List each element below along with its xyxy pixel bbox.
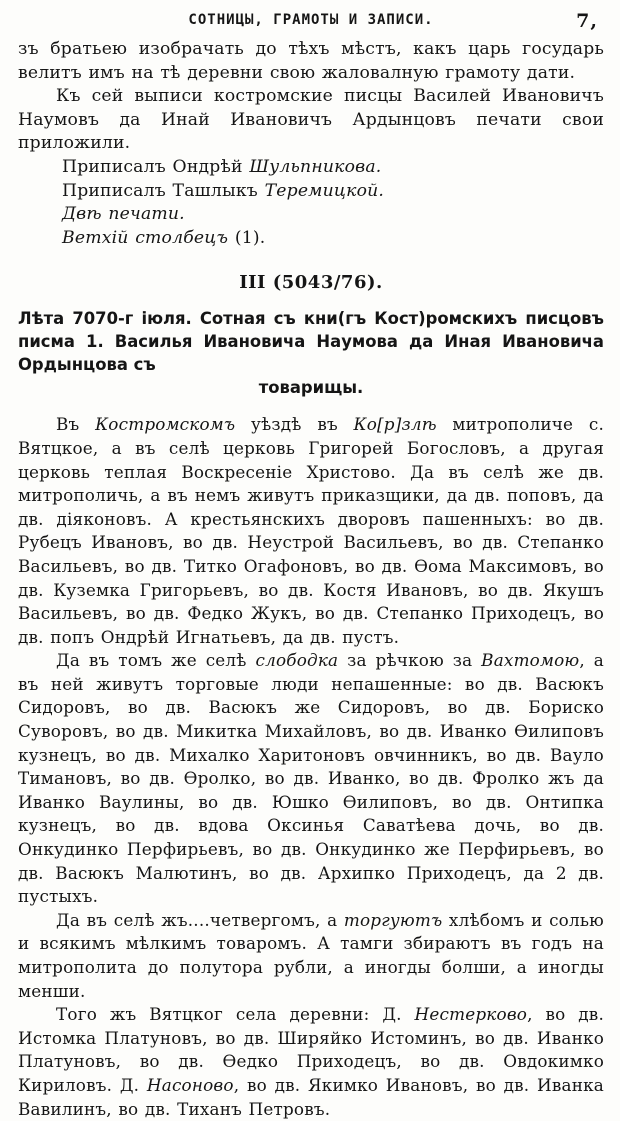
signature-name: Шульпникова. xyxy=(249,156,382,177)
place-name: Нестерково xyxy=(414,1004,528,1025)
running-title: СОТНИЦЫ, ГРАМОТЫ И ЗАПИСИ. xyxy=(188,12,434,28)
paragraph-continuation: зъ братьею изобрачать до тѣхъ мѣстъ, какъ царь государь велитъ имъ на тѣ деревни свою жаловалную грамоту дати. xyxy=(18,39,604,83)
body-text-block xyxy=(18,413,604,1121)
paragraph-village xyxy=(18,413,604,649)
text-run: Въ xyxy=(56,414,96,435)
text-run: за рѣчкою за xyxy=(338,650,482,671)
section-heading xyxy=(18,307,604,399)
running-header xyxy=(18,12,604,38)
text-run: , во дв. Якимко Ивановъ, во дв. Иванка Вавилинъ, во дв. Тиханъ Петровъ. xyxy=(18,1074,604,1119)
place-name: слободка xyxy=(255,650,339,671)
section-heading-main: Лѣта 7070-г іюля. Сотная съ кни(гъ Кост)ромскихъ писцовъ писма 1. Василья Ивановича Наумова да Иная Ивановича Ордынцова съ xyxy=(18,309,604,375)
signature-line-2 xyxy=(18,180,604,204)
section-heading-end: товарищы. xyxy=(258,378,364,398)
note-scroll xyxy=(18,227,604,251)
place-name: Насоново xyxy=(146,1074,234,1095)
footnote-ref: (1). xyxy=(234,227,266,248)
note-seals xyxy=(18,203,604,227)
paragraph-settlement xyxy=(18,649,604,909)
text-run: , а въ ней живутъ торговые люди непашенные: во дв. Васюкъ Сидоровъ, во дв. Васюкъ же Сидоровъ, во дв. Бориско Суворовъ, во дв. Микитка Михайловъ, во дв. Иванко Өилиповъ кузнецъ, во дв. Михалко Харитоновъ овчинникъ, во дв. Вауло Тимановъ, во дв. Өролко, во дв. Иванко, во дв. Фролко жъ да Иванко Ваулины, во дв. Юшко Өилиповъ, во дв. Онтипка кузнецъ, во дв. вдова Оксинья Саватѣева дочь, во дв. Онкудинко Перфирьевъ, во дв. Онкудинко же Перфирьевъ, во дв. Васюкъ Малютинъ, во дв. Архипко Приходецъ, да 2 дв. пустыхъ. xyxy=(18,650,604,907)
place-name: Костромскомъ xyxy=(95,414,236,435)
top-text-block xyxy=(18,38,604,250)
text-run: Того жъ Вятцког села деревни: Д. xyxy=(56,1004,415,1025)
paragraph-market xyxy=(18,909,604,1003)
signature-text: Приписалъ Ондрѣй xyxy=(62,156,250,177)
signature-text: Приписалъ Ташлыкъ xyxy=(62,180,265,201)
text-run: , во дв. Истомка Платуновъ, во дв. Ширяйко Истоминъ, во дв. Иванко Платуновъ, во дв. Өедко Приходецъ, во дв. Овдокимко Кириловъ. Д. xyxy=(18,1004,604,1095)
place-name: Ко[р]злѣ xyxy=(353,414,437,435)
signature-line-1 xyxy=(18,156,604,180)
text-run: хлѣбомъ и солью и всякимъ мѣлкимъ товаромъ. А тамги збираютъ въ годъ на митрополита до полутора рубли, а иногды болши, а иногды менши. xyxy=(18,909,604,1001)
place-name: Вахтомою xyxy=(481,650,580,671)
signature-name: Теремицкой. xyxy=(264,180,385,201)
text-run: митрополиче с. Вятцкое, а въ селѣ церковь Григорей Богословъ, а другая церковь теплая Воскресеніе Христово. Да въ селѣ же дв. митрополичь, а въ немъ живутъ приказщики, да дв. поповъ, да дв. діяконовъ. А крестьянскихъ дворовъ пашенныхъ: во дв. Рубецъ Ивановъ, во дв. Неустрой Васильевъ, во дв. Степанко Васильевъ, во дв. Титко Огафоновъ, во дв. Өома Максимовъ, во дв. Куземка Григорьевъ, во дв. Костя Ивановъ, во дв. Якушъ Васильевъ, во дв. Федко Жукъ, во дв. Степанко Приходецъ, во дв. попъ Ондрѣй Игнатьевъ, да дв. пустъ. xyxy=(18,414,604,647)
note-text: Двѣ печати. xyxy=(62,204,185,225)
page-number: 7, xyxy=(576,10,598,32)
paragraph-hamlets xyxy=(18,1003,604,1121)
emphasis: торгуютъ xyxy=(343,909,443,930)
note-text: Ветхій столбецъ xyxy=(62,227,235,248)
section-number: III (5043/76). xyxy=(239,272,383,294)
text-run: уѣздѣ въ xyxy=(235,414,354,435)
text-run: Да въ томъ же селѣ xyxy=(56,650,256,671)
paragraph-seals: Къ сей выписи костромские писцы Василей Ивановичъ Наумовъ да Инай Ивановичъ Ардынцовъ печати свои приложили. xyxy=(18,86,604,154)
text-run: Да въ селѣ жъ....четвергомъ, а xyxy=(56,909,344,930)
